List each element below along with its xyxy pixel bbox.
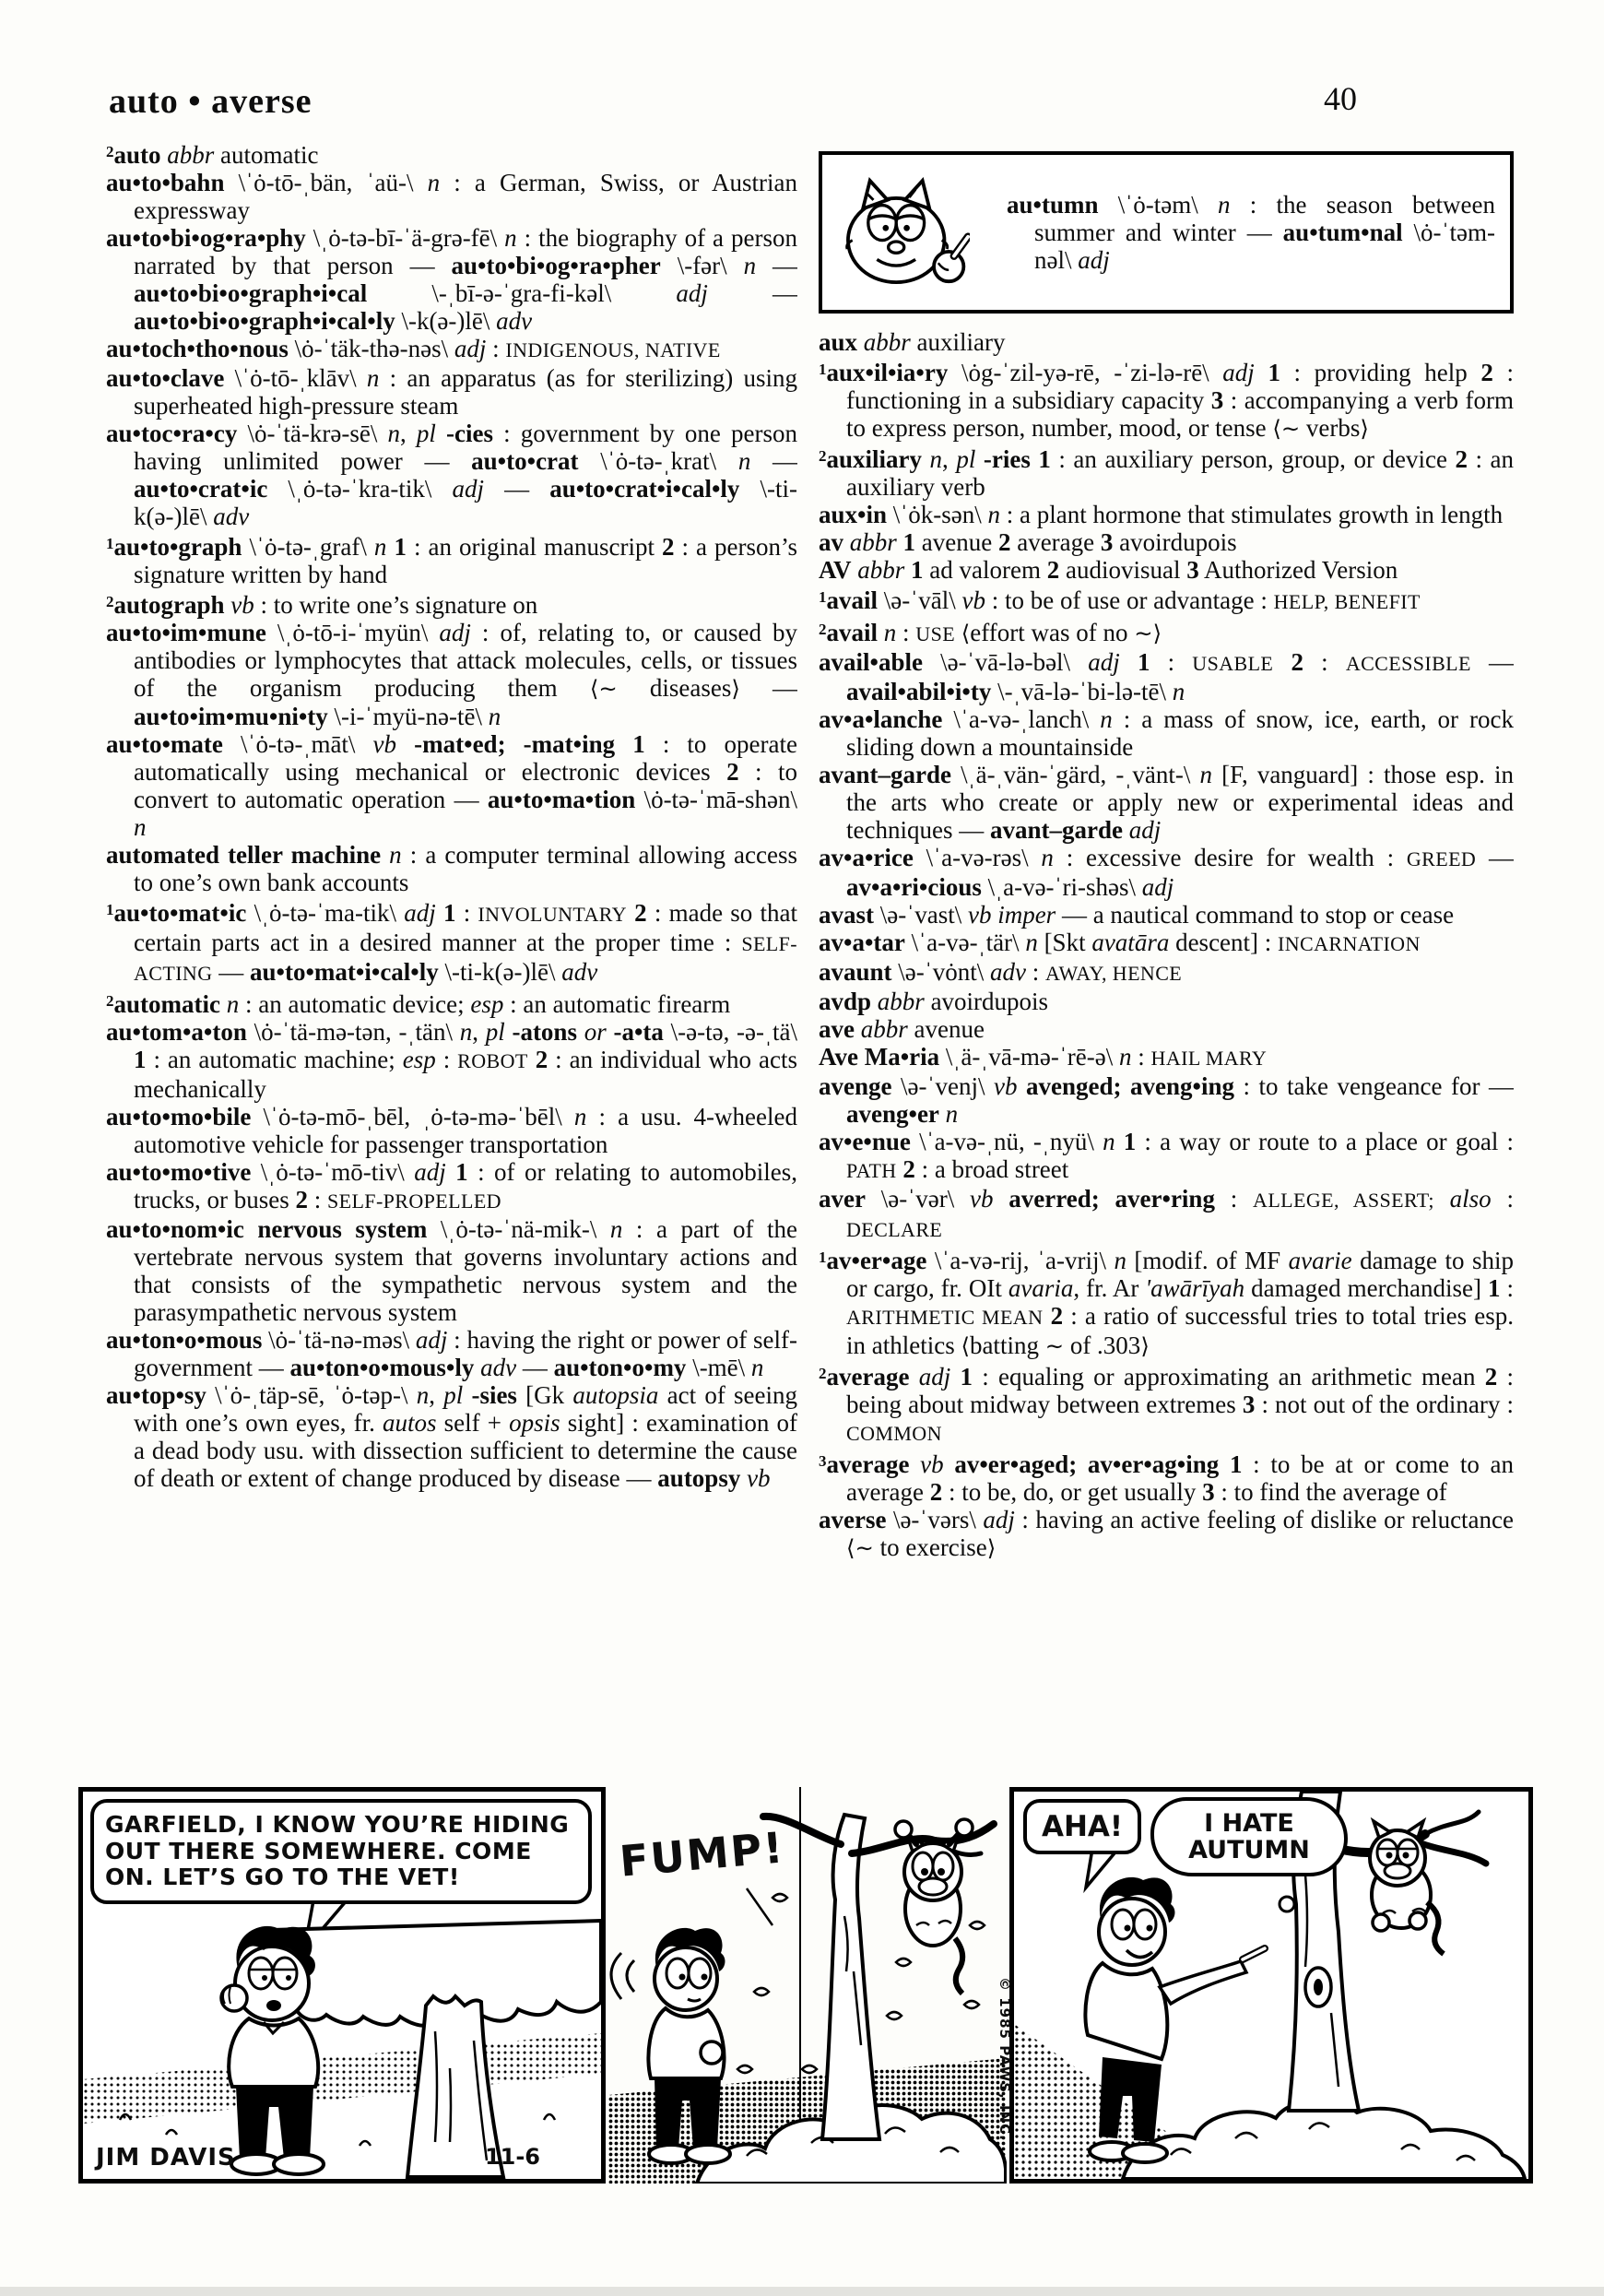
right-column	[819, 138, 1514, 1775]
dictionary-entry: avail•able \ə-ˈvā-lə-bəl\ adj 1 : USABLE 2 : ACCESSIBLE — avail•abil•i•ty \-ˌvā-lə-ˈbi-lə-tē\ n	[819, 648, 1514, 705]
dictionary-entry: $^1$av•er•age \ˈa-və-rij, ˈa-vrij\ n [modif. of MF avarie damage to ship or cargo, fr. OIt avaria, fr. Ar 'awārīyah damaged merchandise] 1 : ARITHMETIC MEAN 2 : a ratio of successful tries to total tries esp. in athletics ⟨batting ∼ of .303⟩	[819, 1247, 1514, 1359]
dictionary-entry: $^2$average adj 1 : equaling or approximating an arithmetic mean 2 : being about midway between extremes 3 : not out of the ordinary : COMMON	[819, 1363, 1514, 1445]
dictionary-entry: avenge \ə-ˈvenj\ vb avenged; aveng•ing : to take vengeance for — aveng•er n	[819, 1072, 1514, 1128]
dictionary-entry: ave abbr avenue	[819, 1015, 985, 1043]
dictionary-entry: au•toch•tho•nous \ȯ-ˈtäk-thə-nəs\ adj : INDIGENOUS, NATIVE	[106, 335, 721, 362]
dictionary-entry: $^2$automatic n : an automatic device; esp : an automatic firearm	[106, 990, 731, 1018]
comic-panel-1	[78, 1787, 606, 2184]
dictionary-entry: avaunt \ə-ˈvȯnt\ adv : AWAY, HENCE	[819, 958, 1183, 986]
dictionary-entry: $^2$avail n : USE ⟨effort was of no ∼⟩	[819, 619, 1162, 646]
dictionary-entry: au•to•mo•tive \ˌȯ-tə-ˈmō-tiv\ adj 1 : of or relating to automobiles, trucks, or buses 2 : SELF-PROPELLED	[106, 1158, 797, 1213]
dictionary-entry: $^2$auto abbr automatic	[106, 141, 319, 169]
dictionary-entry: aux abbr auxiliary	[819, 328, 1006, 356]
right-column-entries	[819, 328, 1514, 1562]
dictionary-entry: $^1$au•to•mat•ic \ˌȯ-tə-ˈma-tik\ adj 1 : INVOLUNTARY 2 : made so that certain parts act in a desired manner at the proper time : SELF-ACTING — au•to•mat•i•cal•ly \-ti-k(ə-)lē\ adv	[106, 899, 797, 986]
dictionary-entry: $^2$autograph vb : to write one’s signature on	[106, 591, 538, 619]
artist-signature: JIM DAVIS	[96, 2144, 236, 2172]
dictionary-entry: $^2$auxiliary n, pl -ries 1 : an auxiliary person, group, or device 2 : an auxiliary verb	[819, 445, 1514, 501]
dictionary-entry: $^1$au•to•graph \ˈȯ-tə-ˌgraf\ n 1 : an original manuscript 2 : a person’s signature written by hand	[106, 533, 797, 588]
comic-panel-3	[1009, 1787, 1533, 2184]
autumn-entry	[979, 191, 1495, 274]
dictionary-entry: av•a•lanche \ˈa-və-ˌlanch\ n : a mass of snow, ice, earth, or rock sliding down a mountainside	[819, 705, 1514, 761]
dictionary-entry: avdp abbr avoirdupois	[819, 988, 1049, 1015]
copyright-notice: © 1985 PAWS, INC.	[997, 1977, 1013, 2141]
guide-words: auto • averse	[109, 82, 313, 121]
sound-effect: FUMP!	[617, 1822, 787, 1887]
dictionary-entry: au•tumn \ˈȯ-təm\ n : the season between summer and winter — au•tum•nal \ȯ-ˈtəm-nəl\ adj	[1007, 191, 1495, 274]
speech-bubble: GARFIELD, I KNOW YOU’RE HIDING OUT THERE SOMEWHERE. COME ON. LET’S GO TO THE VET!	[90, 1799, 592, 1904]
dictionary-entry: aver \ə-ˈvər\ vb averred; aver•ring : ALLEGE, ASSERT; also : DECLARE	[819, 1185, 1514, 1241]
left-column	[106, 138, 797, 1775]
dictionary-entry: au•ton•o•mous \ȯ-ˈtä-nə-məs\ adj : having the right or power of self-government — au•ton•o•mous•ly adv — au•ton•o•my \-mē\ n	[106, 1326, 797, 1381]
dictionary-entry: au•to•bi•og•ra•phy \ˌȯ-tə-bī-ˈä-grə-fē\ n : the biography of a person narrated by that person — au•to•bi•og•ra•pher \-fər\ n — au•to•bi•o•graph•i•cal \-ˌbī-ə-ˈgra-fi-kəl\ adj — au•to•bi•o•graph•i•cal•ly \-k(ə-)lē\ adv	[106, 224, 797, 335]
dictionary-entry: averse \ə-ˈvərs\ adj : having an active feeling of dislike or reluctance ⟨∼ to exercise⟩	[819, 1506, 1514, 1561]
dictionary-entry: $^1$aux•il•ia•ry \ȯg-ˈzil-yə-rē, -ˈzi-lə-rē\ adj 1 : providing help 2 : functioning in a subsidiary capacity 3 : accompanying a verb form to express person, number, mood, or tense ⟨∼ verbs⟩	[819, 359, 1514, 442]
dictionary-entry: au•to•clave \ˈȯ-tō-ˌklāv\ n : an apparatus (as for sterilizing) using superheated high-pressure steam	[106, 364, 797, 420]
garfield-head-icon	[830, 164, 970, 301]
dictionary-entry: av•e•nue \ˈa-və-ˌnü, -ˌnyü\ n 1 : a way or route to a place or goal : PATH 2 : a broad street	[819, 1128, 1514, 1183]
dictionary-entry: au•tom•a•ton \ȯ-ˈtä-mə-tən, -ˌtän\ n, pl -atons or -a•ta \-ə-tə, -ə-ˌtä\ 1 : an automatic machine; esp : ROBOT 2 : an individual who acts mechanically	[106, 1018, 797, 1103]
dictionary-entry: av•a•tar \ˈa-və-ˌtär\ n [Skt avatāra descent] : INCARNATION	[819, 929, 1421, 956]
dictionary-entry: Ave Ma•ria \ˌä-ˌvā-mə-ˈrē-ə\ n : HAIL MARY	[819, 1043, 1268, 1071]
dictionary-entry: avast \ə-ˈvast\ vb imper — a nautical command to stop or cease	[819, 901, 1455, 929]
dictionary-entry: au•top•sy \ˈȯ-ˌtäp-sē, ˈȯ-təp-\ n, pl -sies [Gk autopsia act of seeing with one’s own eyes, fr. autos self + opsis sight] : examination of a dead body usu. with dissection sufficient to determine the cause of death or extent of change produced by disease — autopsy vb	[106, 1381, 797, 1492]
speech-bubble: AHA!	[1023, 1799, 1141, 1854]
dictionary-entry: au•to•mate \ˈȯ-tə-ˌmāt\ vb -mat•ed; -mat•ing 1 : to operate automatically using mechanical or electronic devices 2 : to convert to automatic operation — au•to•ma•tion \ȯ-tə-ˈmā-shən\ n	[106, 730, 797, 841]
thought-bubble: I HATE AUTUMN	[1150, 1797, 1348, 1876]
dictionary-entry: au•to•nom•ic nervous system \ˌȯ-tə-ˈnä-mik-\ n : a part of the vertebrate nervous system that governs involuntary actions and that consists of the sympathetic nervous system and the parasympathetic nervous system	[106, 1215, 797, 1326]
dictionary-entry: au•to•im•mune \ˌȯ-tō-i-ˈmyün\ adj : of, relating to, or caused by antibodies or lymphocytes that attack molecules, cells, or tissues of the organism producing them ⟨∼ diseases⟩ — au•to•im•mu•ni•ty \-i-ˈmyü-nə-tē\ n	[106, 619, 797, 730]
page-number: 40	[1324, 80, 1357, 117]
strip-date: 11-6	[484, 2144, 540, 2170]
autumn-feature-box	[819, 151, 1514, 314]
garfield-comic-strip	[78, 1787, 1533, 2184]
comic-panel-2	[608, 1787, 1007, 2184]
dictionary-entry: au•toc•ra•cy \ȯ-ˈtä-krə-sē\ n, pl -cies : government by one person having unlimited power — au•to•crat \ˈȯ-tə-ˌkrat\ n — au•to•crat•ic \ˌȯ-tə-ˈkra-tik\ adj — au•to•crat•i•cal•ly \-ti-k(ə-)lē\ adv	[106, 420, 797, 530]
dictionary-entry: avant–garde \ˌä-ˌvän-ˈgärd, -ˌvänt-\ n [F, vanguard] : those esp. in the arts who create or apply new or experimental ideas and techniques — avant–garde adj	[819, 761, 1514, 844]
page-bottom-edge	[0, 2287, 1604, 2296]
dictionary-entry: av•a•rice \ˈa-və-rəs\ n : excessive desire for wealth : GREED — av•a•ri•cious \ˌa-və-ˈri-shəs\ adj	[819, 844, 1514, 901]
dictionary-entry: au•to•mo•bile \ˈȯ-tə-mō-ˌbēl, ˌȯ-tə-mə-ˈbēl\ n : a usu. 4-wheeled automotive vehicle for passenger transportation	[106, 1103, 797, 1158]
dictionary-entry: $^3$average vb av•er•aged; av•er•ag•ing 1 : to be at or come to an average 2 : to be, do, or get usually 3 : to find the average of	[819, 1450, 1514, 1506]
dictionary-entry: automated teller machine n : a computer terminal allowing access to one’s own bank accounts	[106, 841, 797, 896]
dictionary-entry: av abbr 1 avenue 2 average 3 avoirdupois	[819, 528, 1237, 556]
dictionary-entry: AV abbr 1 ad valorem 2 audiovisual 3 Authorized Version	[819, 556, 1398, 584]
dictionary-entry: aux•in \ˈȯk-sən\ n : a plant hormone that stimulates growth in length	[819, 501, 1504, 528]
dictionary-entry: au•to•bahn \ˈȯ-tō-ˌbän, ˈaü-\ n : a German, Swiss, or Austrian expressway	[106, 169, 797, 224]
dictionary-entry: $^1$avail \ə-ˈvāl\ vb : to be of use or advantage : HELP, BENEFIT	[819, 586, 1421, 614]
